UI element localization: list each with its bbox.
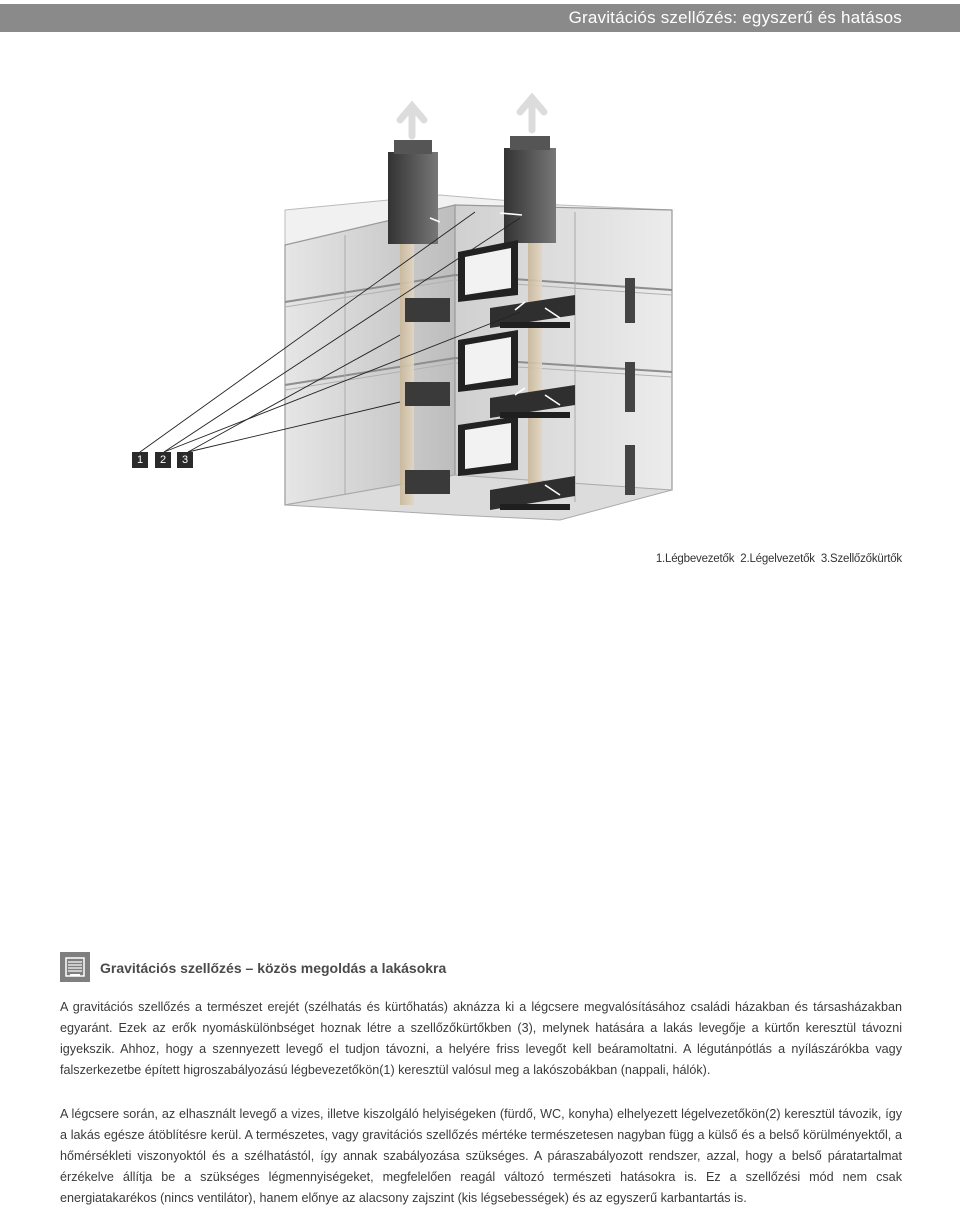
figure-legend [653, 553, 902, 565]
duct-left [400, 240, 414, 505]
up-arrow-left [400, 106, 424, 136]
legend-item-3: 3.Szellőzőkürtők [820, 553, 902, 565]
header-bar [0, 4, 960, 32]
section-heading [60, 952, 920, 984]
window-floor-2 [458, 330, 518, 392]
left-wall [285, 205, 455, 505]
paragraph-1: A gravitációs szellőzés a természet erejét (szélhatás és kürtőhatás) aknázza ki a légcsere megvalósításához családi házakban és társasházakban egyaránt. Ezek az erők nyomáskülönbséget hoznak létre a szellőzőkürtőkben (3), melynek hatására a lakás levegője a kürtőn keresztül távozni igyekszik. Ahhoz, hogy a szennyezett levegő el tudjon távozni, a helyére friss levegőt kell beáramoltatni. A légutánpótlás a nyílászárókba vagy falszerkezetbe épített higroszabályozású légbevezetőkön(1) keresztül valósul meg a lakószobákban (nappali, hálók). [60, 1000, 902, 1077]
building-ventilation-illustration [0, 40, 960, 560]
legend-item-1: 1.Légbevezetők [655, 553, 735, 565]
section-title: Gravitációs szellőzés – közös megoldás a lakásokra [100, 960, 447, 976]
legend-badge-2: 2 [155, 452, 171, 468]
chimney-left [388, 152, 438, 244]
page-title: Gravitációs szellőzés: egyszerű és hatásos [568, 8, 902, 27]
legend-item-2: 2.Légelvezetők [740, 553, 815, 565]
legend-badge-1: 1 [132, 452, 148, 468]
up-arrow-right [520, 98, 544, 130]
ventilator-icon [60, 952, 90, 982]
duct-right [528, 235, 542, 500]
window-floor-1 [458, 416, 518, 476]
legend-badge-3: 3 [177, 452, 193, 468]
chimney-right [504, 148, 556, 243]
paragraph-2: A légcsere során, az elhasznált levegő a vizes, illetve kiszolgáló helyiségeken (fürdő, WC, konyha) elhelyezett légelvezetőkön(2) keresztül távozik, így a lakás egésze átöblítésre kerül. A természetes, vagy gravitációs szellőzés mértéke természetesen nagyban függ a külső és a belső körülményektől, a hőmérsékleti viszonyoktól és a szélhatástól, így annak szabályozása szükséges. A páraszabályozott rendszer, azzal, hogy a belső páratartalmat érzékelve állítja be a szükséges légmennyiségeket, megfelelően reagál változó természeti hatásokra is. Ez a szellőzési mód nem csak energiatakarékos (nincs ventilátor), hanem előnye az alacsony zajszint (kis légsebességek) és az egyszerű karbantartás is. [60, 1107, 902, 1205]
